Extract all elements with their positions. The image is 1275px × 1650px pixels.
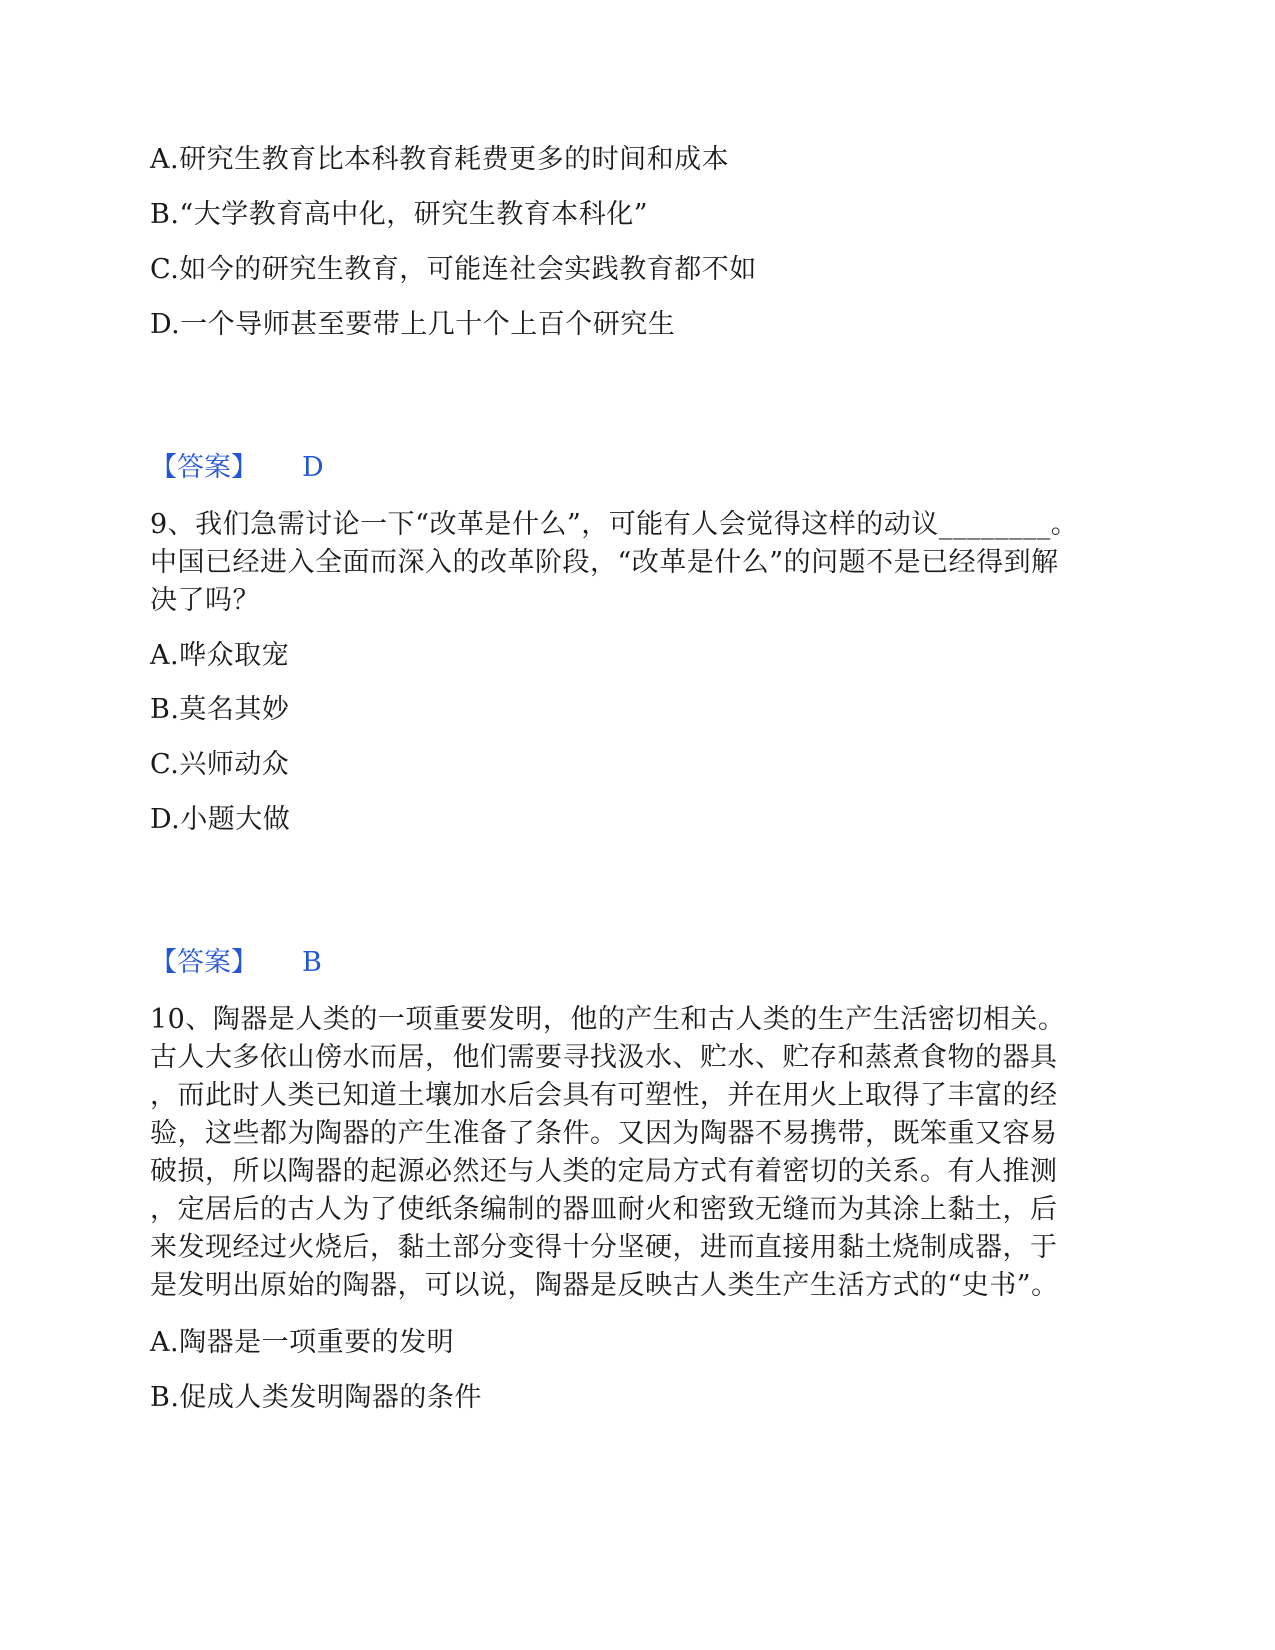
q8-option-b: B.“大学教育高中化，研究生教育本科化”	[150, 199, 649, 230]
q10-stem-line-6: ，定居后的古人为了使纸条编制的器皿耐火和密致无缝而为其涂上黏土，后	[150, 1194, 1058, 1225]
q10-stem-line-1: 10、陶器是人类的一项重要发明，他的产生和古人类的生产生活密切相关。	[150, 1004, 1066, 1035]
q8-option-a: A.研究生教育比本科教育耗费更多的时间和成本	[150, 144, 730, 175]
q9-option-c: C.兴师动众	[150, 749, 290, 780]
q9-option-a: A.哗众取宠	[150, 640, 290, 671]
q10-stem-line-5: 破损，所以陶器的起源必然还与人类的定局方式有着密切的关系。有人推测	[150, 1156, 1058, 1187]
q9-stem-line-2: 中国已经进入全面而深入的改革阶段，“改革是什么”的问题不是已经得到解	[150, 547, 1059, 578]
q10-stem-line-4: 验，这些都为陶器的产生准备了条件。又因为陶器不易携带，既笨重又容易	[150, 1118, 1058, 1149]
q10-stem-line-3: ，而此时人类已知道土壤加水后会具有可塑性，并在用火上取得了丰富的经	[150, 1080, 1058, 1111]
q8-answer	[150, 448, 324, 488]
q9-option-d: D.小题大做	[150, 804, 291, 835]
q10-option-b: B.促成人类发明陶器的条件	[150, 1382, 482, 1413]
q9-stem-line-3: 决了吗？	[150, 585, 260, 616]
answer-value: D	[302, 452, 324, 483]
q10-stem-line-2: 古人大多依山傍水而居，他们需要寻找汲水、贮水、贮存和蒸煮食物的器具	[150, 1042, 1058, 1073]
q9-option-b: B.莫名其妙	[150, 694, 290, 725]
q8-option-d: D.一个导师甚至要带上几十个上百个研究生	[150, 309, 676, 340]
q10-stem-line-7: 来发现经过火烧后，黏土部分变得十分坚硬，进而直接用黏土烧制成器，于	[150, 1232, 1058, 1263]
q10-stem-line-8: 是发明出原始的陶器，可以说，陶器是反映古人类生产生活方式的“史书”。	[150, 1270, 1059, 1301]
q9-answer	[150, 943, 322, 983]
q9-stem-line-1: 9、我们急需讨论一下“改革是什么”，可能有人会觉得这样的动议________。	[150, 509, 1079, 540]
q10-option-a: A.陶器是一项重要的发明	[150, 1327, 455, 1358]
answer-value: B	[302, 947, 322, 978]
answer-label: 【答案】	[150, 947, 258, 978]
q8-option-c: C.如今的研究生教育，可能连社会实践教育都不如	[150, 254, 757, 285]
answer-label: 【答案】	[150, 452, 258, 483]
